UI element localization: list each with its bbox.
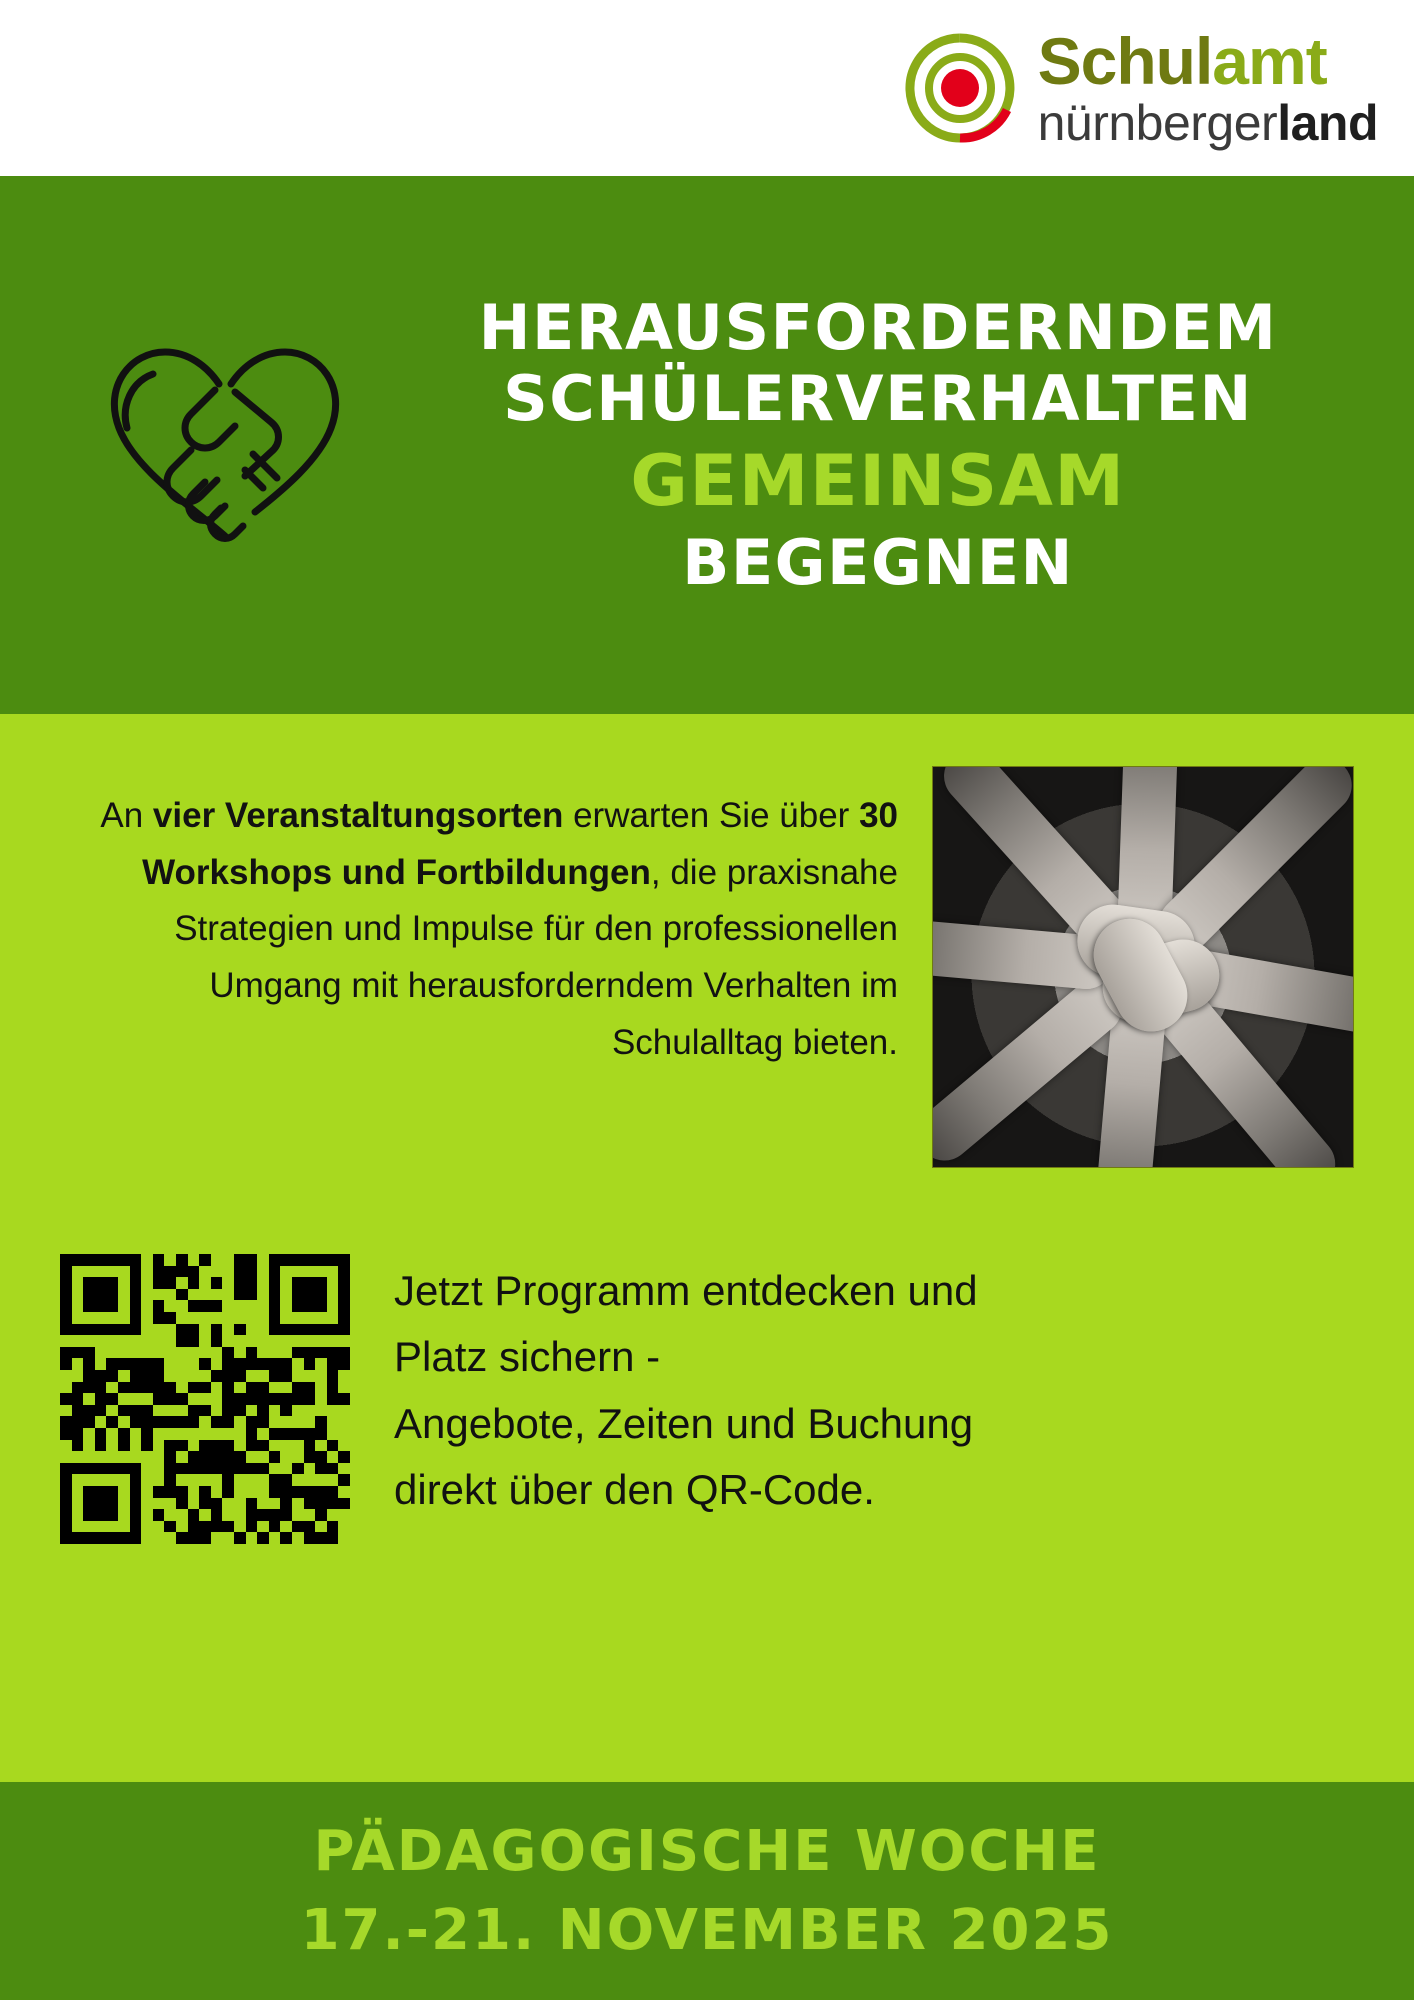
cta-line-2: Platz sichern - — [394, 1333, 661, 1381]
qr-code[interactable] — [60, 1254, 350, 1544]
poster-title — [390, 292, 1380, 599]
cta-line-1: Jetzt Programm entdecken und — [394, 1267, 978, 1314]
title-band — [0, 176, 1414, 714]
footer-line-1: PÄDAGOGISCHE WOCHE — [313, 1819, 1101, 1884]
intro-prefix: An — [100, 796, 153, 835]
hands-together-photo — [932, 766, 1354, 1168]
handshake-heart-icon — [60, 330, 390, 560]
logo — [904, 24, 1378, 151]
logo-wordmark — [1037, 24, 1378, 151]
title-line-4: BEGEGNEN — [682, 525, 1074, 599]
cta-paragraph — [394, 1254, 1354, 1523]
intro-bold-1: vier Veranstaltungsorten — [152, 796, 564, 835]
intro-mid: erwarten Sie über — [563, 796, 860, 835]
intro-paragraph — [60, 766, 898, 1071]
intro-rest: , die praxisnahe Strategien und Impulse für den professionellen Umgang mit herausforderndem Verhalten im Schulalltag bieten. — [174, 852, 898, 1062]
footer-band — [0, 1782, 1414, 2000]
intro-row — [60, 766, 1354, 1168]
header — [0, 0, 1414, 176]
title-line-2: SCHÜLERVERHALTEN — [503, 362, 1253, 436]
logo-text-amt: amt — [1212, 24, 1327, 98]
cta-line-3: Angebote, Zeiten und Buchung — [394, 1399, 974, 1447]
logo-text-schul: Schul — [1037, 24, 1213, 98]
intro-bold-2: 30 Workshops und Fortbildungen — [142, 796, 898, 892]
logo-text-nuernberger: nürnberger — [1037, 95, 1278, 151]
footer-line-2: 17.-21. NOVEMBER 2025 — [300, 1898, 1114, 1963]
logo-text-land: land — [1277, 95, 1378, 151]
body-section — [0, 714, 1414, 1782]
cta-line-4: direkt über den QR-Code. — [394, 1466, 875, 1514]
title-line-1: HERAUSFORDERNDEM — [478, 290, 1278, 364]
qr-row — [60, 1254, 1354, 1544]
logo-dot-mark-icon — [904, 32, 1016, 144]
title-line-3: GEMEINSAM — [630, 440, 1126, 523]
